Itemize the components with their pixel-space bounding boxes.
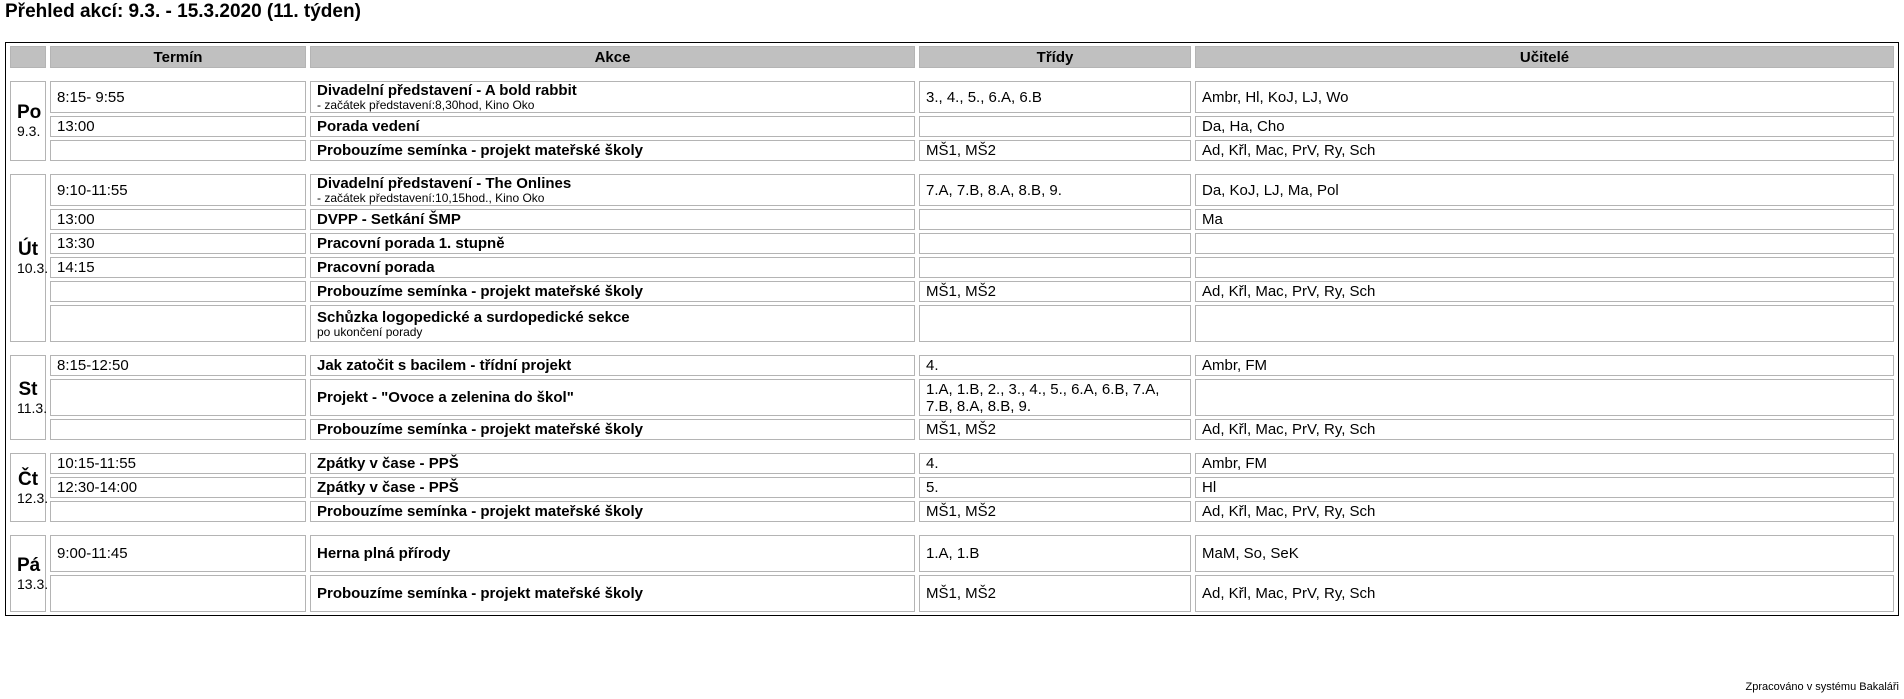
event-cell <box>310 501 915 522</box>
event-cell <box>310 233 915 254</box>
event-teachers: Da, Ha, Cho <box>1195 116 1894 137</box>
day-name: Pá <box>17 554 41 576</box>
event-time <box>50 501 306 522</box>
header-row <box>10 46 1894 68</box>
event-note: po ukončení porady <box>317 324 423 339</box>
header-akce: Akce <box>310 46 915 68</box>
day-name: Po <box>17 102 42 123</box>
event-classes: 5. <box>919 477 1191 498</box>
event-cell <box>310 174 915 206</box>
table-row <box>10 116 1894 137</box>
table-row <box>10 535 1894 572</box>
event-teachers: Ambr, Hl, KoJ, LJ, Wo <box>1195 81 1894 113</box>
header-day <box>10 46 46 68</box>
event-note: - začátek představení:8,30hod, Kino Oko <box>317 98 535 112</box>
event-time: 13:00 <box>50 209 306 230</box>
event-classes: MŠ1, MŠ2 <box>919 140 1191 161</box>
event-classes <box>919 305 1191 342</box>
day-name: Út <box>17 239 39 260</box>
event-classes <box>919 116 1191 137</box>
event-title: Probouzíme semínka - projekt mateřské školy <box>317 585 643 602</box>
event-time: 13:00 <box>50 116 306 137</box>
event-cell <box>310 140 915 161</box>
event-title: DVPP - Setkání ŠMP <box>317 211 461 228</box>
event-teachers: Ma <box>1195 209 1894 230</box>
event-note: - začátek představení:10,15hod., Kino Oko <box>317 191 545 205</box>
event-title: Herna plná přírody <box>317 545 451 562</box>
event-title: Divadelní představení - A bold rabbit <box>317 82 577 99</box>
table-row <box>10 453 1894 474</box>
event-title: Porada vedení <box>317 118 420 135</box>
event-cell <box>310 81 915 113</box>
table-row <box>10 501 1894 522</box>
event-title: Probouzíme semínka - projekt mateřské školy <box>317 283 643 300</box>
day-date: 10.3. <box>17 260 49 276</box>
table-row <box>10 257 1894 278</box>
event-teachers <box>1195 257 1894 278</box>
event-teachers: Da, KoJ, LJ, Ma, Pol <box>1195 174 1894 206</box>
event-title: Probouzíme semínka - projekt mateřské školy <box>317 142 643 159</box>
header-tridy: Třídy <box>919 46 1191 68</box>
event-title: Pracovní porada 1. stupně <box>317 235 505 252</box>
event-cell <box>310 379 915 416</box>
event-time: 10:15-11:55 <box>50 453 306 474</box>
day-name: Čt <box>17 468 39 490</box>
event-teachers: Ambr, FM <box>1195 453 1894 474</box>
table-row <box>10 419 1894 440</box>
event-classes: MŠ1, MŠ2 <box>919 501 1191 522</box>
event-cell <box>310 209 915 230</box>
day-cell-ut <box>10 174 49 342</box>
event-time <box>50 419 306 440</box>
day-cell-ct <box>10 453 49 522</box>
event-time <box>50 281 306 302</box>
event-title: Probouzíme semínka - projekt mateřské školy <box>317 421 643 438</box>
event-cell <box>310 575 915 612</box>
event-time <box>50 575 306 612</box>
event-classes <box>919 233 1191 254</box>
event-title: Pracovní porada <box>317 259 435 276</box>
event-time <box>50 305 306 342</box>
table-row <box>10 477 1894 498</box>
day-cell-pa <box>10 535 49 612</box>
event-teachers: Hl <box>1195 477 1894 498</box>
event-title: Probouzíme semínka - projekt mateřské školy <box>317 503 643 520</box>
event-teachers: Ad, Křl, Mac, PrV, Ry, Sch <box>1195 281 1894 302</box>
event-time: 14:15 <box>50 257 306 278</box>
event-classes: 4. <box>919 355 1191 376</box>
event-time: 13:30 <box>50 233 306 254</box>
table-row <box>10 575 1894 612</box>
footer-credit: Zpracováno v systému Bakaláři <box>1745 681 1899 693</box>
table-row <box>10 305 1894 342</box>
event-title: Jak zatočit s bacilem - třídní projekt <box>317 357 572 374</box>
event-classes: MŠ1, MŠ2 <box>919 281 1191 302</box>
day-date: 12.3. <box>17 489 49 506</box>
event-cell <box>310 305 915 342</box>
event-cell <box>310 116 915 137</box>
table-row <box>10 281 1894 302</box>
table-row <box>10 81 1894 113</box>
table-row <box>10 379 1894 416</box>
event-title: Zpátky v čase - PPŠ <box>317 455 459 472</box>
event-time: 9:10-11:55 <box>50 174 306 206</box>
event-cell <box>310 453 915 474</box>
day-cell-po <box>10 81 46 161</box>
event-teachers: Ad, Křl, Mac, PrV, Ry, Sch <box>1195 575 1894 612</box>
event-teachers <box>1195 305 1894 342</box>
event-title: Divadelní představení - The Onlines <box>317 175 572 192</box>
event-teachers <box>1195 379 1894 416</box>
event-time <box>50 140 306 161</box>
event-classes: MŠ1, MŠ2 <box>919 575 1191 612</box>
table-row <box>10 355 1894 376</box>
header-ucitele: Učitelé <box>1195 46 1894 68</box>
event-cell <box>310 535 915 572</box>
event-time: 8:15- 9:55 <box>50 81 306 113</box>
event-cell <box>310 477 915 498</box>
event-cell <box>310 355 915 376</box>
event-classes <box>919 257 1191 278</box>
table-row <box>10 233 1894 254</box>
event-cell <box>310 281 915 302</box>
event-time: 9:00-11:45 <box>50 535 306 572</box>
event-classes: 1.A, 1.B, 2., 3., 4., 5., 6.A, 6.B, 7.A, 7.B, 8.A, 8.B, 9. <box>919 379 1191 416</box>
event-teachers <box>1195 233 1894 254</box>
table-row <box>10 174 1894 206</box>
events-table <box>5 42 1899 616</box>
event-teachers: MaM, So, SeK <box>1195 535 1894 572</box>
event-teachers: Ad, Křl, Mac, PrV, Ry, Sch <box>1195 419 1894 440</box>
day-date: 9.3. <box>17 123 41 139</box>
event-time <box>50 379 306 416</box>
event-classes: MŠ1, MŠ2 <box>919 419 1191 440</box>
table-row <box>10 140 1894 161</box>
event-cell <box>310 257 915 278</box>
event-classes: 4. <box>919 453 1191 474</box>
event-title: Projekt - "Ovoce a zelenina do škol" <box>317 389 574 406</box>
event-teachers: Ambr, FM <box>1195 355 1894 376</box>
day-date: 13.3. <box>17 575 49 592</box>
event-title: Schůzka logopedické a surdopedické sekce <box>317 308 630 326</box>
day-name: St <box>18 378 38 400</box>
event-classes: 7.A, 7.B, 8.A, 8.B, 9. <box>919 174 1191 206</box>
day-date: 11.3. <box>17 399 48 416</box>
page-title: Přehled akcí: 9.3. - 15.3.2020 (11. týden) <box>5 1 361 22</box>
event-classes: 1.A, 1.B <box>919 535 1191 572</box>
table-row <box>10 209 1894 230</box>
event-time: 12:30-14:00 <box>50 477 306 498</box>
header-termin: Termín <box>50 46 306 68</box>
event-title: Zpátky v čase - PPŠ <box>317 479 459 496</box>
event-classes: 3., 4., 5., 6.A, 6.B <box>919 81 1191 113</box>
event-teachers: Ad, Křl, Mac, PrV, Ry, Sch <box>1195 501 1894 522</box>
event-teachers: Ad, Křl, Mac, PrV, Ry, Sch <box>1195 140 1894 161</box>
event-time: 8:15-12:50 <box>50 355 306 376</box>
day-cell-st <box>10 355 46 440</box>
event-classes <box>919 209 1191 230</box>
event-cell <box>310 419 915 440</box>
